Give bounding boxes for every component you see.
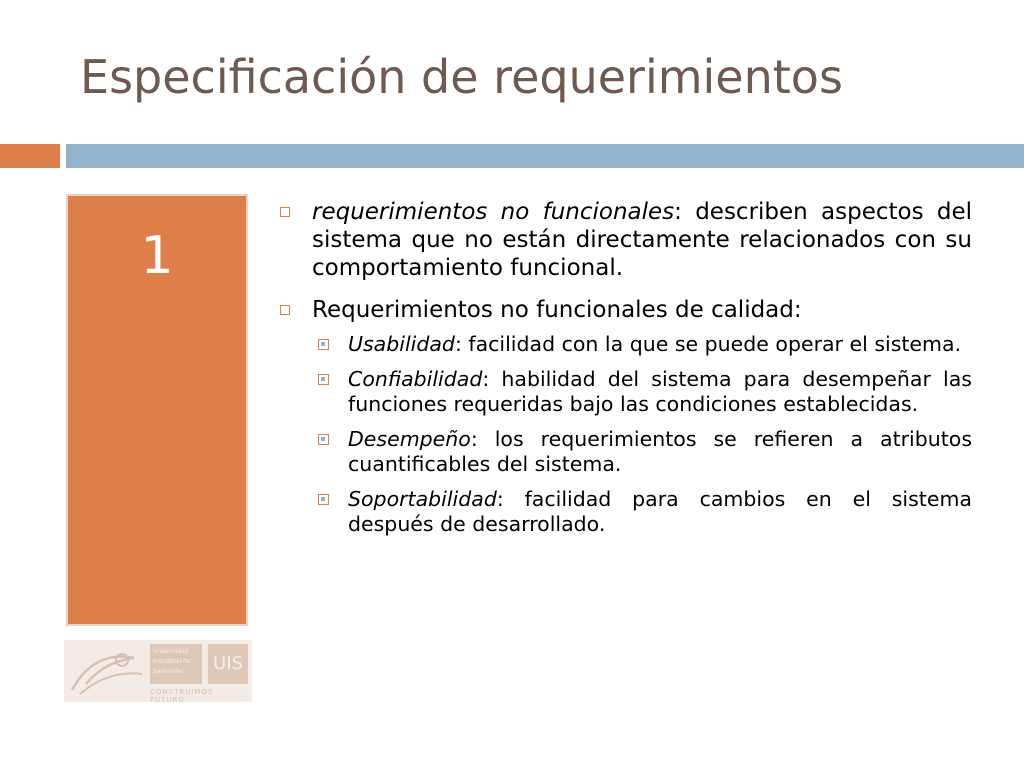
- logo-slogan: CONSTRUIMOS FUTURO: [150, 688, 214, 704]
- slide-content: [276, 198, 972, 537]
- sub-bullet-text: : los requerimientos se refieren a atributos cuantificables del sistema.: [348, 427, 972, 476]
- sub-list-item: [276, 427, 972, 477]
- slide-title: Especificación de requerimientos: [80, 50, 843, 104]
- header-accent-bar: [0, 144, 60, 168]
- logo-institution: Universidad Industrial de Santander: [150, 644, 202, 684]
- slide-number: 1: [140, 226, 174, 286]
- sub-bullet-text: : facilidad con la que se puede operar el sistema.: [454, 332, 962, 356]
- bullet-term: requerimientos no funcionales: [312, 199, 675, 225]
- filled-square-bullet-icon: [318, 339, 329, 350]
- sub-bullet-term: Usabilidad: [348, 332, 455, 356]
- header-divider-bar: [66, 144, 1024, 168]
- university-logo: [64, 640, 252, 702]
- sub-bullet-term: Confiabilidad: [348, 367, 483, 391]
- sub-list-item: [276, 332, 972, 357]
- logo-badge: UIS: [208, 644, 248, 684]
- sub-bullet-text: : habilidad del sistema para desempeñar las funciones requeridas bajo las condiciones establecidas.: [348, 367, 972, 416]
- sub-bullet-term: Soportabilidad: [348, 487, 497, 511]
- logo-swirl-icon: [64, 640, 148, 700]
- filled-square-bullet-icon: [318, 434, 329, 445]
- filled-square-bullet-icon: [318, 374, 329, 385]
- bullet-text: Requerimientos no funcionales de calidad:: [312, 297, 802, 323]
- side-panel: [66, 194, 248, 626]
- sub-list-item: [276, 367, 972, 417]
- sub-bullet-text: : facilidad para cambios en el sistema después de desarrollado.: [348, 487, 972, 536]
- list-item: [276, 198, 972, 282]
- sub-bullet-term: Desempeño: [348, 427, 471, 451]
- sub-list-item: [276, 487, 972, 537]
- list-item: [276, 296, 972, 324]
- square-bullet-icon: [280, 305, 290, 315]
- sub-list: [276, 332, 972, 537]
- bullet-text: : describen aspectos del sistema que no están directamente relacionados con su comportamiento funcional.: [312, 199, 973, 281]
- filled-square-bullet-icon: [318, 494, 329, 505]
- square-bullet-icon: [280, 207, 290, 217]
